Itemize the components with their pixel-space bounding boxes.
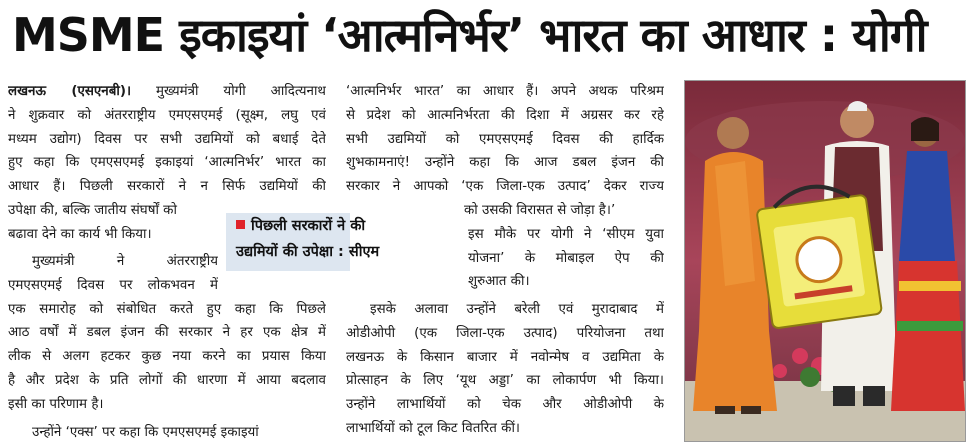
article-col1-para2 (8, 250, 326, 417)
text-line: लाभार्थियों को टूल किट वितरित कीं। (346, 420, 521, 436)
text-line: प्रोत्साहन के लिए ‘यूथ अड्डा’ का लोकार्पण भी किया। (346, 373, 664, 389)
text-line: मुख्यमंत्री ने अंतरराष्ट्रीय (32, 254, 218, 269)
text-line: आधार हैं। पिछली सरकारों ने न सिर्फ उद्यमियों की (8, 179, 326, 195)
text-line: से प्रदेश को आत्मनिर्भरता की दिशा में अग्रसर कर रहे (346, 107, 664, 123)
red-square-bullet-icon (236, 220, 245, 229)
text-line: एमएसएमई दिवस पर लोकभवन में (8, 277, 218, 293)
text-line: उन्होंने लाभार्थियों को चेक और ओडीओपी के (346, 397, 664, 413)
text-line: बढावा देने का कार्य भी किया। (8, 226, 152, 242)
text-line: ओडीओपी (एक जिला-एक उत्पाद) परियोजना तथा (346, 325, 664, 341)
text-line: शुरुआत की। (468, 274, 530, 290)
text-line: इसके अलावा उन्होंने बरेली एवं मुरादाबाद में (370, 302, 664, 317)
text-line: इस मौके पर योगी ने ‘सीएम युवा (468, 226, 664, 242)
article-col1-para3 (8, 421, 326, 445)
pull-quote-box (226, 213, 380, 271)
text-line: शुभकामनाएं! उन्होंने कहा कि आज डबल इंजन की (346, 155, 664, 171)
pull-quote-text: पिछली सरकारों ने की (251, 218, 366, 234)
text-line: उन्होंने ‘एक्स’ पर कहा कि एमएसएमई इकाइयां (32, 425, 259, 440)
text-line: लीक से अलग हटकर कुछ नया करने का प्रयास किया (8, 349, 326, 365)
pull-quote-line: उद्यमियों की उपेक्षा : सीएम (236, 244, 380, 260)
text-line: है और प्रदेश के प्रति लोगों की धारणा में आया बदलाव (8, 372, 326, 388)
text-line: सभी उद्यमियों को एमएसएमई दिवस की हार्दिक (346, 131, 664, 147)
text-line: एक समारोह को संबोधित करते हुए कहा कि पिछले (8, 301, 326, 317)
text-line: आठ वर्षों में डबल इंजन की सरकार ने हर एक क्षेत्र में (8, 325, 326, 341)
text-line: मध्यम उद्योग) दिवस पर सभी उद्यमियों को बधाई देते (8, 131, 326, 147)
text-line: सरकार ने आपको ‘एक जिला-एक उत्पाद’ देकर राज्य (346, 179, 664, 195)
text-line: ने शुक्रवार को अंतरराष्ट्रीय एमएसएमई (सूक्ष्म, लघु एवं (8, 107, 326, 123)
text-line: हुए कहा कि एमएसएमई इकाइयां ‘आत्मनिर्भर’ भारत का (8, 155, 326, 171)
news-photo (684, 80, 966, 442)
pull-quote-line (226, 213, 366, 239)
text-line: ‘आत्मनिर्भर भारत’ का आधार हैं। अपने अथक परिश्रम (346, 84, 664, 99)
event-photo-illustration (685, 81, 965, 441)
dateline: लखनऊ (एसएनबी)। (8, 84, 132, 99)
text-line: मुख्यमंत्री योगी आदित्यनाथ (156, 84, 326, 99)
text-line: उपेक्षा की, बल्कि जातीय संघर्षों को (8, 202, 177, 218)
article-col2-para1 (346, 80, 664, 294)
text-line: इसी का परिणाम है। (8, 396, 104, 412)
text-line: को उसकी विरासत से जोड़ा है।’ (464, 202, 616, 218)
headline: MSME इकाइयां ‘आत्मनिर्भर’ भारत का आधार : योगी (12, 8, 927, 62)
text-line: योजना’ के मोबाइल ऐप की (468, 250, 664, 266)
text-line: लखनऊ के किसान बाजार में नवोन्मेष व उद्यमिता के (346, 349, 664, 365)
article-col2-para2 (346, 298, 664, 441)
